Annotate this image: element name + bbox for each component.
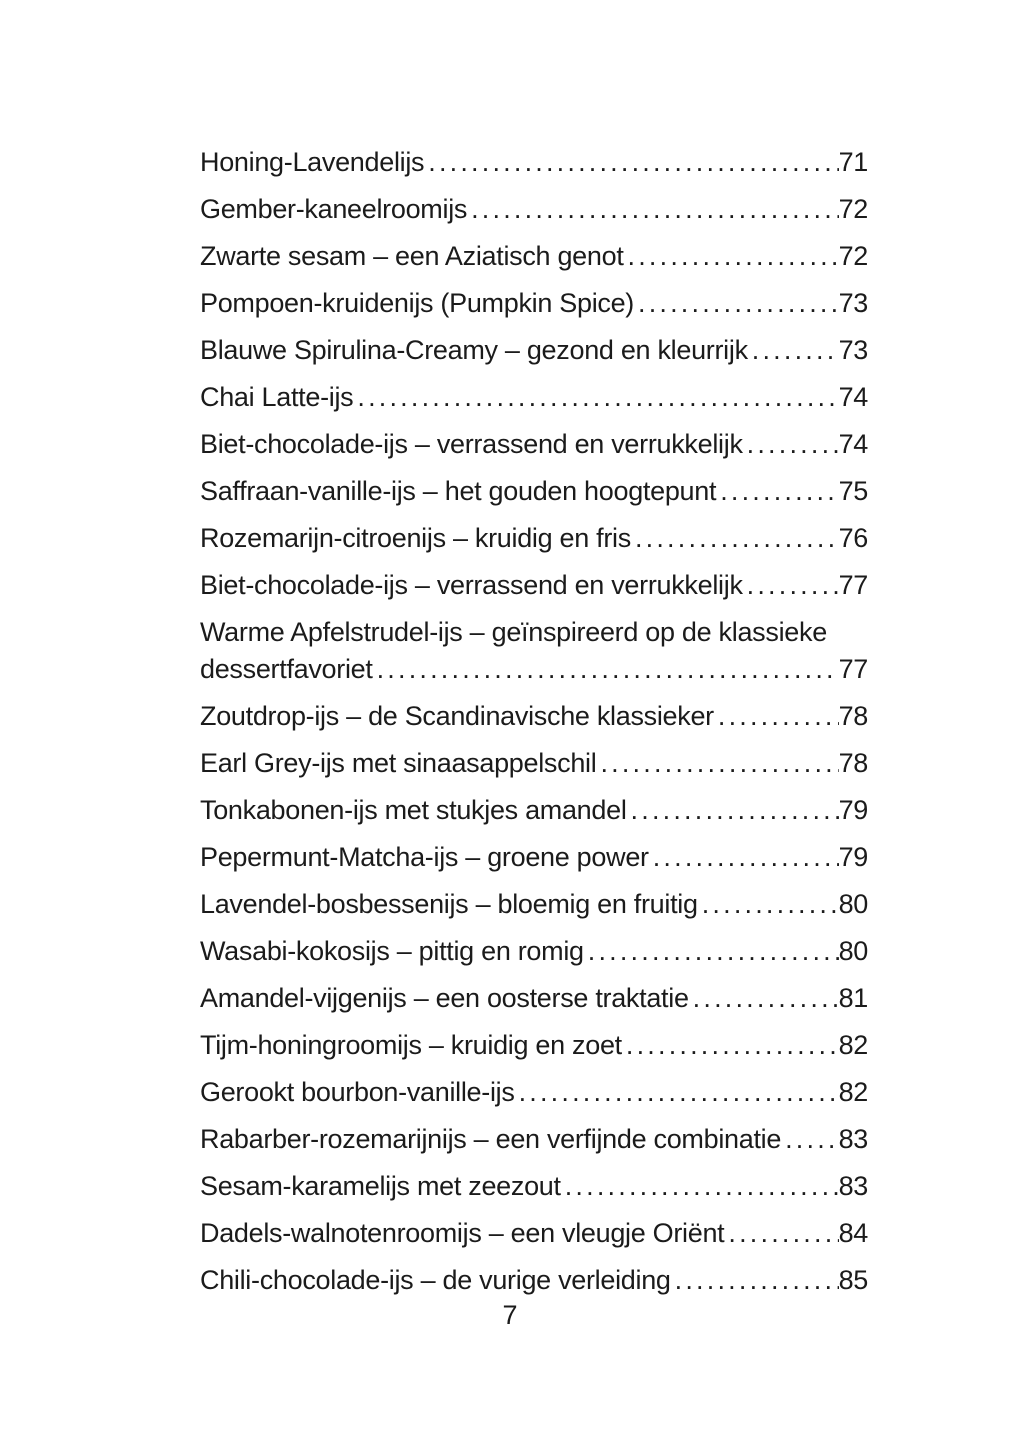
dot-leader bbox=[781, 1122, 838, 1156]
toc-entry-page: 82 bbox=[838, 1030, 868, 1060]
dot-leader bbox=[622, 1028, 839, 1062]
dot-leader bbox=[596, 746, 838, 780]
toc-entry-page: 80 bbox=[838, 936, 868, 966]
toc-entry[interactable] bbox=[200, 239, 868, 273]
dot-leader bbox=[627, 793, 839, 827]
toc-entry-title: Amandel-vijgenijs – een oosterse traktatie bbox=[200, 983, 689, 1013]
toc-entry-page: 83 bbox=[838, 1171, 868, 1201]
toc-entry[interactable] bbox=[200, 934, 868, 968]
toc-entry[interactable] bbox=[200, 615, 868, 686]
toc-entry-title: Biet-chocolade-ijs – verrassend en verrukkelijk bbox=[200, 570, 743, 600]
dot-leader bbox=[631, 521, 839, 555]
dot-leader bbox=[743, 427, 839, 461]
toc-list bbox=[200, 145, 868, 1310]
toc-entry-title: Lavendel-bosbessenijs – bloemig en fruitig bbox=[200, 889, 698, 919]
dot-leader bbox=[584, 934, 839, 968]
toc-entry[interactable] bbox=[200, 1263, 868, 1297]
dot-leader bbox=[671, 1263, 839, 1297]
dot-leader bbox=[424, 145, 838, 179]
toc-entry[interactable] bbox=[200, 192, 868, 226]
dot-leader bbox=[561, 1169, 839, 1203]
toc-entry-page: 85 bbox=[838, 1265, 868, 1295]
dot-leader bbox=[515, 1075, 839, 1109]
dot-leader bbox=[467, 192, 838, 226]
toc-entry[interactable] bbox=[200, 521, 868, 555]
dot-leader bbox=[373, 652, 839, 686]
dot-leader bbox=[716, 474, 838, 508]
toc-entry-page: 77 bbox=[838, 570, 868, 600]
toc-entry-title: Tijm-honingroomijs – kruidig en zoet bbox=[200, 1030, 622, 1060]
toc-entry[interactable] bbox=[200, 145, 868, 179]
dot-leader bbox=[714, 699, 839, 733]
toc-entry-page: 73 bbox=[838, 335, 868, 365]
toc-entry[interactable] bbox=[200, 333, 868, 367]
dot-leader bbox=[353, 380, 838, 414]
toc-entry-page: 75 bbox=[838, 476, 868, 506]
toc-entry[interactable] bbox=[200, 286, 868, 320]
dot-leader bbox=[689, 981, 839, 1015]
toc-entry-title: Rabarber-rozemarijnijs – een verfijnde combinatie bbox=[200, 1124, 782, 1154]
toc-entry-page: 74 bbox=[838, 429, 868, 459]
toc-entry-page: 73 bbox=[838, 288, 868, 318]
toc-entry-title: Chili-chocolade-ijs – de vurige verleiding bbox=[200, 1265, 671, 1295]
toc-entry-page: 81 bbox=[838, 983, 868, 1013]
dot-leader bbox=[748, 333, 839, 367]
toc-entry[interactable] bbox=[200, 981, 868, 1015]
toc-entry[interactable] bbox=[200, 1075, 868, 1109]
toc-entry-page: 78 bbox=[838, 701, 868, 731]
toc-entry-title: Gerookt bourbon-vanille-ijs bbox=[200, 1077, 515, 1107]
toc-entry-title: Pompoen-kruidenijs (Pumpkin Spice) bbox=[200, 288, 634, 318]
toc-entry-title: Chai Latte-ijs bbox=[200, 382, 354, 412]
toc-entry[interactable] bbox=[200, 887, 868, 921]
toc-entry[interactable] bbox=[200, 380, 868, 414]
toc-entry-title: Rozemarijn-citroenijs – kruidig en fris bbox=[200, 523, 631, 553]
toc-entry-title-continuation: dessertfavoriet bbox=[200, 654, 373, 684]
toc-entry-page: 77 bbox=[838, 654, 868, 684]
dot-leader bbox=[698, 887, 839, 921]
toc-entry[interactable] bbox=[200, 793, 868, 827]
toc-entry-title: Earl Grey-ijs met sinaasappelschil bbox=[200, 748, 597, 778]
dot-leader bbox=[649, 840, 839, 874]
toc-entry-title: Honing-Lavendelijs bbox=[200, 147, 425, 177]
toc-entry-title: Tonkabonen-ijs met stukjes amandel bbox=[200, 795, 627, 825]
toc-entry-page: 82 bbox=[838, 1077, 868, 1107]
toc-entry[interactable] bbox=[200, 474, 868, 508]
toc-entry[interactable] bbox=[200, 1169, 868, 1203]
toc-entry[interactable] bbox=[200, 746, 868, 780]
toc-entry[interactable] bbox=[200, 1122, 868, 1156]
dot-leader bbox=[743, 568, 839, 602]
toc-entry-title: Warme Apfelstrudel-ijs – geïnspireerd op de klassieke bbox=[200, 617, 827, 647]
toc-entry-page: 72 bbox=[838, 194, 868, 224]
toc-entry-page: 78 bbox=[838, 748, 868, 778]
toc-entry[interactable] bbox=[200, 699, 868, 733]
toc-entry[interactable] bbox=[200, 1028, 868, 1062]
toc-entry-page: 83 bbox=[838, 1124, 868, 1154]
toc-entry-title: Zwarte sesam – een Aziatisch genot bbox=[200, 241, 624, 271]
toc-entry-title: Dadels-walnotenroomijs – een vleugje Oriënt bbox=[200, 1218, 725, 1248]
toc-entry-title: Sesam-karamelijs met zeezout bbox=[200, 1171, 561, 1201]
toc-entry-title: Zoutdrop-ijs – de Scandinavische klassieker bbox=[200, 701, 714, 731]
toc-entry-title: Saffraan-vanille-ijs – het gouden hoogtepunt bbox=[200, 476, 717, 506]
toc-entry-page: 74 bbox=[838, 382, 868, 412]
toc-entry-title: Gember-kaneelroomijs bbox=[200, 194, 468, 224]
toc-entry[interactable] bbox=[200, 840, 868, 874]
toc-entry-page: 84 bbox=[838, 1218, 868, 1248]
toc-entry-title: Wasabi-kokosijs – pittig en romig bbox=[200, 936, 584, 966]
toc-entry[interactable] bbox=[200, 568, 868, 602]
toc-entry-title: Pepermunt-Matcha-ijs – groene power bbox=[200, 842, 649, 872]
toc-entry-page: 79 bbox=[838, 842, 868, 872]
toc-entry-page: 76 bbox=[838, 523, 868, 553]
toc-entry-page: 80 bbox=[838, 889, 868, 919]
toc-entry[interactable] bbox=[200, 1216, 868, 1250]
toc-entry-page: 72 bbox=[838, 241, 868, 271]
toc-entry-page: 71 bbox=[838, 147, 868, 177]
dot-leader bbox=[634, 286, 839, 320]
toc-entry[interactable] bbox=[200, 427, 868, 461]
dot-leader bbox=[624, 239, 839, 273]
toc-entry-title: Blauwe Spirulina-Creamy – gezond en kleurrijk bbox=[200, 335, 748, 365]
toc-entry-page: 79 bbox=[838, 795, 868, 825]
page-number: 7 bbox=[502, 1300, 518, 1330]
dot-leader bbox=[724, 1216, 838, 1250]
toc-entry-title: Biet-chocolade-ijs – verrassend en verrukkelijk bbox=[200, 429, 743, 459]
